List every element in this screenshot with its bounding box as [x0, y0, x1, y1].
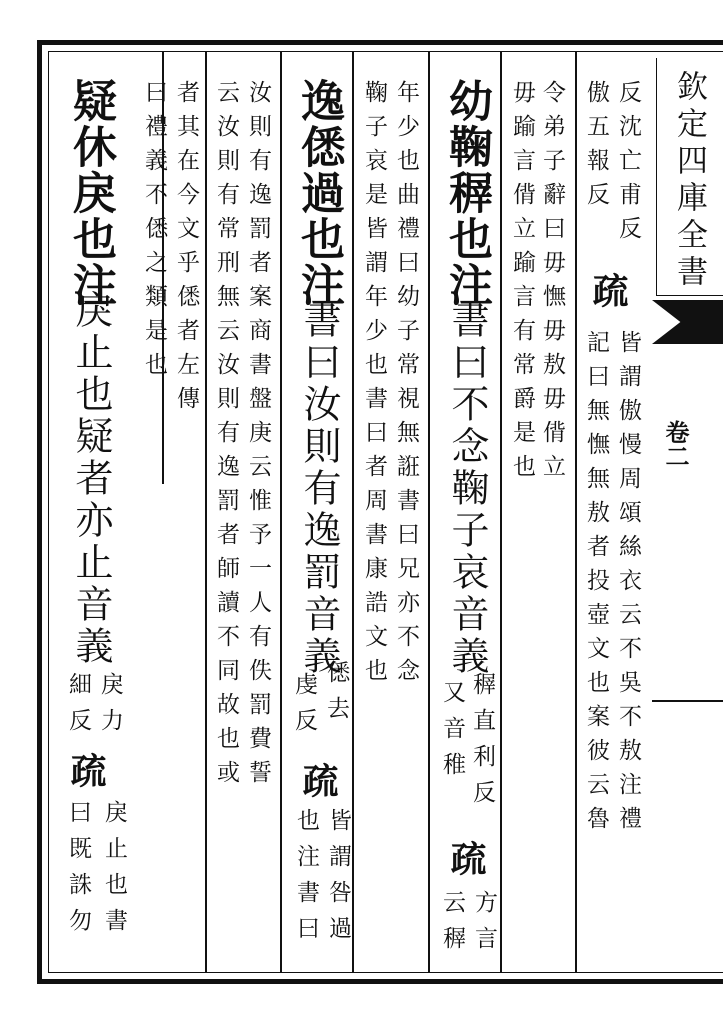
- margin-title-box: [656, 58, 723, 296]
- column-rule: [428, 52, 430, 972]
- text-column: 戾止也書: [101, 800, 127, 944]
- headword-entry: 逸僁過也注: [293, 78, 344, 308]
- column-rule: [500, 52, 502, 972]
- text-column: 曰既誅勿: [65, 800, 91, 944]
- text-column: 令弟子辭曰毋憮毋敖毋偝立: [539, 80, 565, 488]
- text-column: 云汝則有常刑無云汝則有逸罰者師讀不同故也或: [213, 80, 239, 794]
- text-column: 皆謂傲慢周頌絲衣云不吳不敖注禮: [615, 330, 641, 840]
- column-rule: [352, 52, 354, 972]
- margin-title: 欽定四庫全書: [671, 70, 707, 292]
- annotation-text: 書曰汝則有逸罰音義: [297, 300, 341, 678]
- pronunciation-note: 虔反: [291, 672, 317, 744]
- margin-divider: [652, 700, 723, 702]
- shu-marker: 疏: [445, 840, 487, 876]
- text-column: 反沈亡甫反: [615, 80, 641, 250]
- annotation-text: 戾止也疑者亦止音義: [69, 290, 113, 668]
- headword-entry: 疑休戾也注: [65, 78, 116, 308]
- headword-entry: 幼鞠稺也注: [441, 78, 492, 308]
- text-column: 鞠子哀是皆謂年少也書曰者周書康誥文也: [361, 80, 387, 692]
- text-column: 年少也曲禮曰幼子常視無誑書曰兄亦不念: [393, 80, 419, 692]
- shu-marker: 疏: [297, 762, 339, 798]
- pronunciation-note: 稺直利反: [469, 672, 495, 816]
- text-column: 也注書曰: [293, 808, 319, 952]
- column-rule: [575, 52, 577, 972]
- text-column: 毋踰言偝立踰言有常爵是也: [509, 80, 535, 488]
- column-rule: [205, 52, 207, 972]
- text-column: 云稺: [439, 890, 465, 962]
- text-column: 汝則有逸罰者案商書盤庚云惟予一人有佚罰費誓: [245, 80, 271, 794]
- pronunciation-note: 又音稚: [439, 680, 465, 788]
- pronunciation-note: 僁去: [323, 660, 349, 732]
- text-column: 方言: [471, 890, 497, 962]
- annotation-text: 書曰不念鞠子哀音義: [445, 300, 489, 678]
- text-column: 曰禮義不僁之類是也: [141, 80, 167, 386]
- shu-marker: 疏: [587, 272, 629, 308]
- text-column: 傲五報反: [583, 80, 609, 216]
- pronunciation-note: 戾力: [97, 672, 123, 744]
- juan-label: 卷二: [661, 420, 690, 468]
- text-column: 者其在今文乎僁者左傳: [173, 80, 199, 420]
- text-column: 記曰無憮無敖者投壺文也案彼云魯: [583, 330, 609, 840]
- pronunciation-note: 細反: [65, 672, 91, 744]
- shu-marker: 疏: [65, 752, 107, 788]
- text-column: 皆謂咎過: [325, 808, 351, 952]
- column-rule: [280, 52, 282, 972]
